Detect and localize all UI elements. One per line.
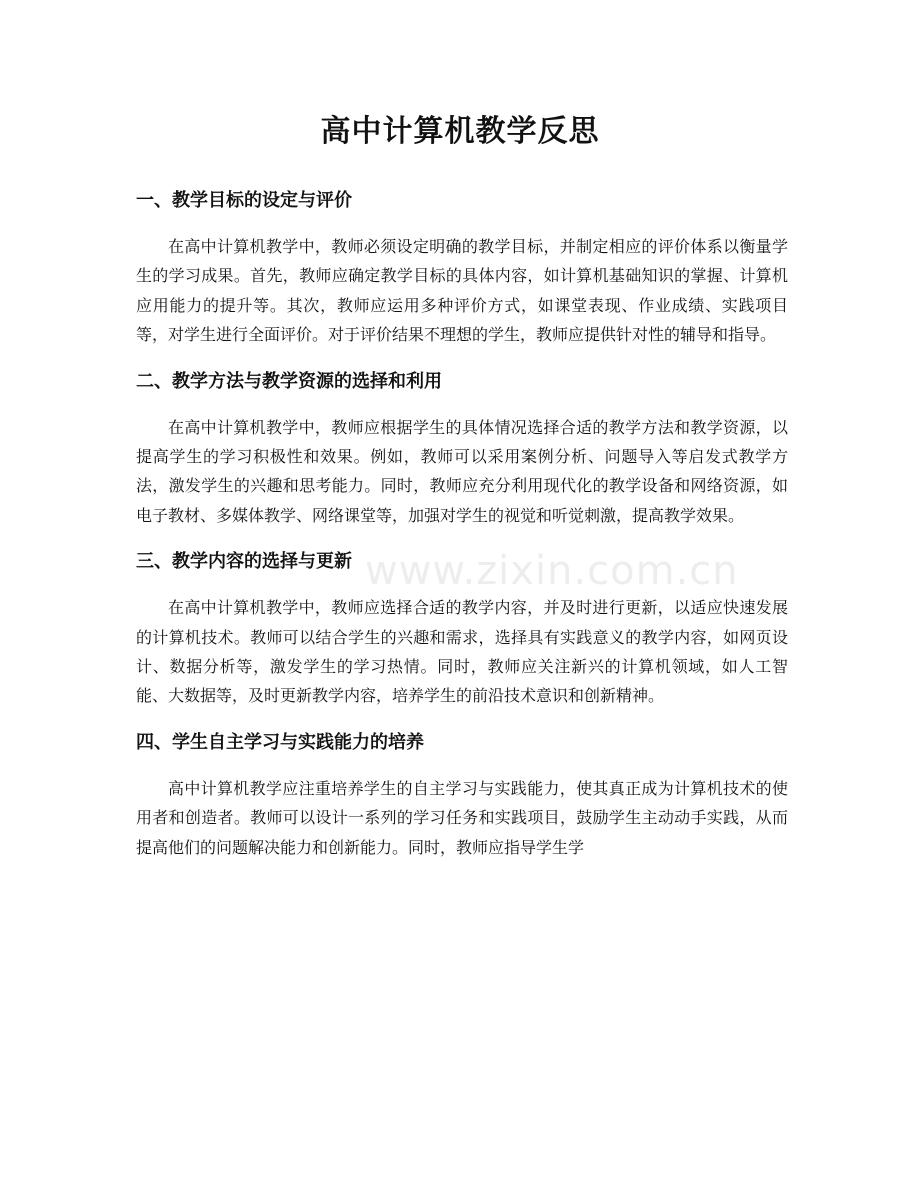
section-paragraph: 高中计算机教学应注重培养学生的自主学习与实践能力，使其真正成为计算机技术的使用者和创造者。教师可以设计一系列的学习任务和实践项目，鼓励学生主动动手实践，从而提高他们的问题解决能力和创新能力。同时，教师应指导学生学 xyxy=(136,778,788,857)
section-heading: 二、教学方法与教学资源的选择和利用 xyxy=(136,370,442,392)
document-title: 高中计算机教学反思 xyxy=(320,114,600,149)
section-methods xyxy=(136,367,788,531)
section-paragraph: 在高中计算机教学中，教师必须设定明确的教学目标，并制定相应的评价体系以衡量学生的学习成果。首先，教师应确定教学目标的具体内容，如计算机基础知识的掌握、计算机应用能力的提升等。其次，教师应运用多种评价方式，如课堂表现、作业成绩、实践项目等，对学生进行全面评价。对于评价结果不理想的学生，教师应提供针对性的辅导和指导。 xyxy=(136,237,788,345)
section-paragraph: 在高中计算机教学中，教师应选择合适的教学内容，并及时进行更新，以适应快速发展的计算机技术。教师可以结合学生的兴趣和需求，选择具有实践意义的教学内容，如网页设计、数据分析等，激发学生的学习热情。同时，教师应关注新兴的计算机领域，如人工智能、大数据等，及时更新教学内容，培养学生的前沿技术意识和创新精神。 xyxy=(136,598,788,706)
section-heading: 三、教学内容的选择与更新 xyxy=(136,551,352,573)
section-practice xyxy=(136,728,788,862)
section-heading: 四、学生自主学习与实践能力的培养 xyxy=(136,731,424,753)
section-heading: 一、教学目标的设定与评价 xyxy=(136,190,352,211)
document-content xyxy=(136,186,788,879)
section-goals xyxy=(136,186,788,350)
section-content xyxy=(136,547,788,711)
section-paragraph: 在高中计算机教学中，教师应根据学生的具体情况选择合适的教学方法和教学资源，以提高学生的学习积极性和效果。例如，教师可以采用案例分析、问题导入等启发式教学方法，激发学生的兴趣和思考能力。同时，教师应充分利用现代化的教学设备和网络资源，如电子教材、多媒体教学、网络课堂等，加强对学生的视觉和听觉刺激，提高教学效果。 xyxy=(136,417,788,525)
watermark-text: www.zixin.com.cn xyxy=(365,548,739,594)
